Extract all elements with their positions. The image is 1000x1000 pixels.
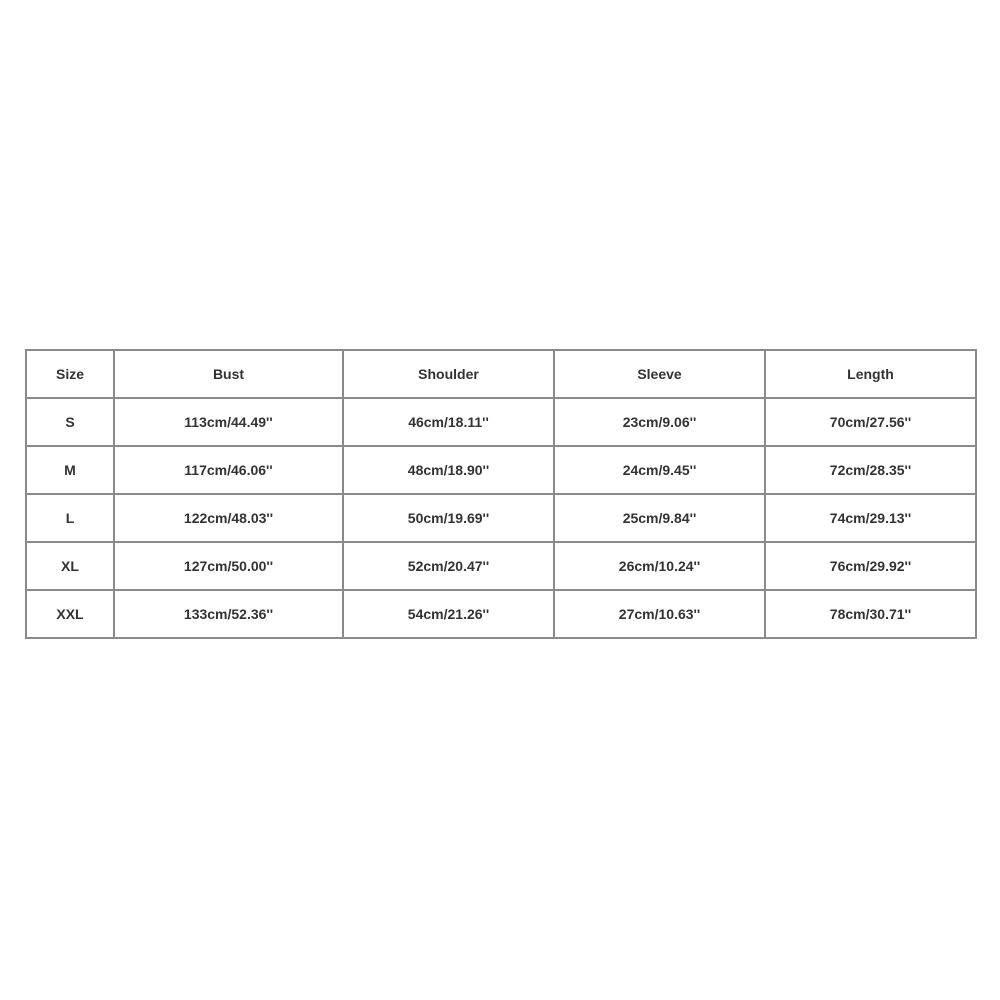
header-shoulder: Shoulder	[343, 350, 554, 398]
table-row	[26, 398, 976, 446]
header-sleeve: Sleeve	[554, 350, 765, 398]
cell-shoulder: 46cm/18.11''	[343, 398, 554, 446]
cell-sleeve: 25cm/9.84''	[554, 494, 765, 542]
cell-sleeve: 23cm/9.06''	[554, 398, 765, 446]
cell-shoulder: 52cm/20.47''	[343, 542, 554, 590]
cell-sleeve: 26cm/10.24''	[554, 542, 765, 590]
cell-sleeve: 24cm/9.45''	[554, 446, 765, 494]
cell-shoulder: 48cm/18.90''	[343, 446, 554, 494]
cell-bust: 117cm/46.06''	[114, 446, 343, 494]
cell-shoulder: 50cm/19.69''	[343, 494, 554, 542]
cell-length: 76cm/29.92''	[765, 542, 976, 590]
cell-bust: 133cm/52.36''	[114, 590, 343, 638]
cell-length: 74cm/29.13''	[765, 494, 976, 542]
table-row	[26, 590, 976, 638]
table-row	[26, 542, 976, 590]
header-length: Length	[765, 350, 976, 398]
cell-sleeve: 27cm/10.63''	[554, 590, 765, 638]
cell-bust: 122cm/48.03''	[114, 494, 343, 542]
header-bust: Bust	[114, 350, 343, 398]
cell-bust: 127cm/50.00''	[114, 542, 343, 590]
size-chart-table	[25, 349, 977, 639]
cell-size: S	[26, 398, 114, 446]
cell-size: XL	[26, 542, 114, 590]
cell-size: M	[26, 446, 114, 494]
cell-shoulder: 54cm/21.26''	[343, 590, 554, 638]
header-size: Size	[26, 350, 114, 398]
table-row	[26, 446, 976, 494]
cell-size: L	[26, 494, 114, 542]
cell-length: 78cm/30.71''	[765, 590, 976, 638]
header-row	[26, 350, 976, 398]
table-row	[26, 494, 976, 542]
cell-bust: 113cm/44.49''	[114, 398, 343, 446]
cell-length: 70cm/27.56''	[765, 398, 976, 446]
cell-length: 72cm/28.35''	[765, 446, 976, 494]
cell-size: XXL	[26, 590, 114, 638]
